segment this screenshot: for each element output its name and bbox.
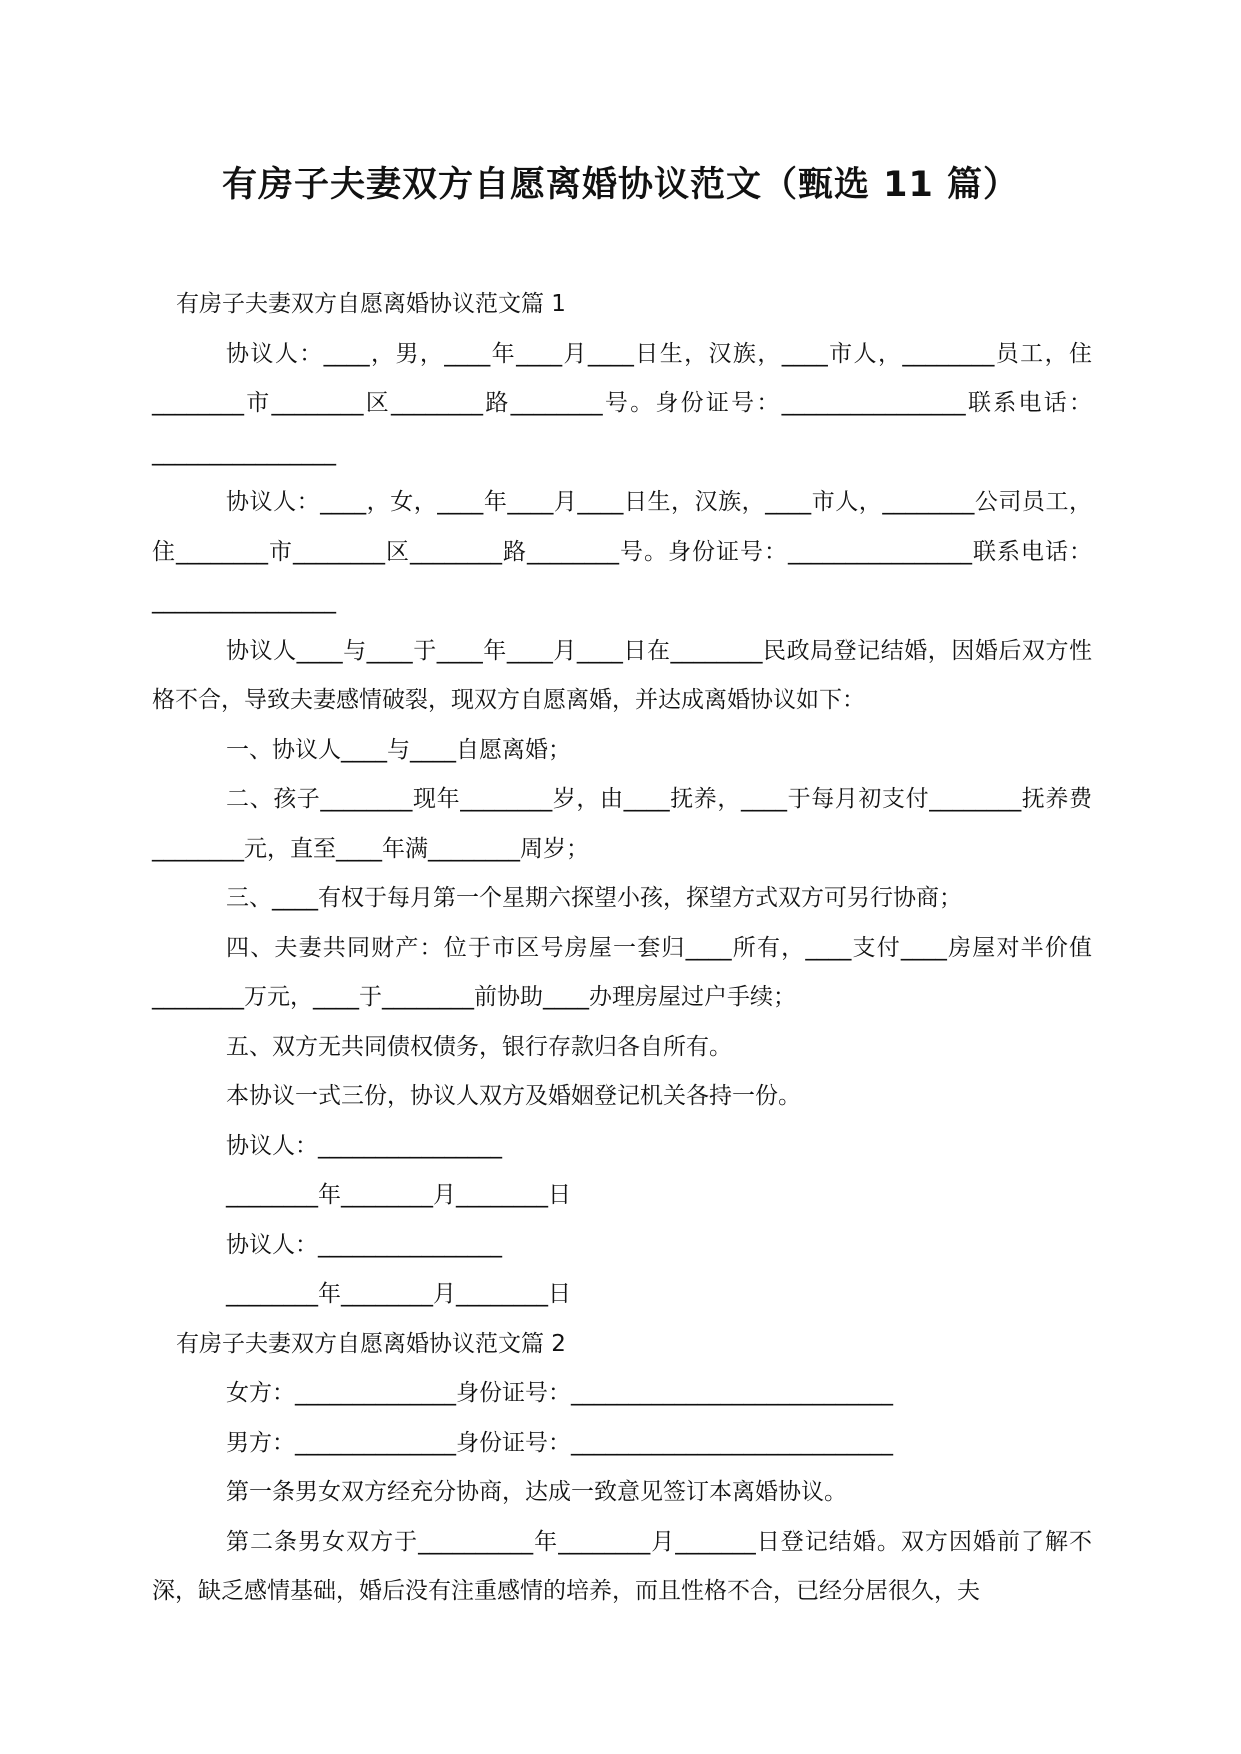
copies-paragraph: 本协议一式三份，协议人双方及婚姻登记机关各持一份。 xyxy=(226,1083,801,1109)
party-woman-paragraph: 协议人：____，女，____年____月____日生，汉族，____市人，________公司员工，住________市________区________路________号。身份证号：________________联系电话：________________ xyxy=(152,489,1092,614)
clause-5: 五、双方无共同债权债务，银行存款归各自所有。 xyxy=(226,1033,732,1060)
date-line-2: ________年________月________日 xyxy=(226,1281,571,1307)
document-body xyxy=(152,280,1092,1617)
signature-line-2: 协议人：________________ xyxy=(226,1231,502,1258)
signature-line-1: 协议人：________________ xyxy=(226,1132,502,1159)
female-party-line: 女方：______________身份证号：____________________________ xyxy=(226,1380,893,1406)
clause-3: 三、____有权于每月第一个星期六探望小孩，探望方式双方可另行协商； xyxy=(226,885,962,911)
section-heading-1: 有房子夫妻双方自愿离婚协议范文篇 1 xyxy=(176,291,566,317)
article-1: 第一条男女双方经充分协商，达成一致意见签订本离婚协议。 xyxy=(226,1479,847,1505)
document-title: 有房子夫妻双方自愿离婚协议范文（甄选 11 篇） xyxy=(221,165,1020,205)
clause-2: 二、孩子________现年________岁，由____抚养，____于每月初支付________抚养费________元，直至____年满________周岁； xyxy=(152,786,1092,862)
clause-4: 四、夫妻共同财产：位于市区号房屋一套归____所有，____支付____房屋对半价值________万元，____于________前协助____办理房屋过户手续； xyxy=(152,934,1092,1010)
section-heading-2: 有房子夫妻双方自愿离婚协议范文篇 2 xyxy=(176,1330,566,1357)
date-line-1: ________年________月________日 xyxy=(226,1182,571,1208)
clause-1: 一、协议人____与____自愿离婚； xyxy=(226,736,571,763)
article-2: 第二条男女双方于__________年________月_______日登记结婚。双方因婚前了解不深，缺乏感情基础，婚后没有注重感情的培养，而且性格不合，已经分居很久，夫 xyxy=(152,1528,1092,1604)
party-man-paragraph: 协议人：____，男，____年____月____日生，汉族，____市人，________员工，住________市________区________路________号。身份证号：________________联系电话：________________ xyxy=(152,340,1092,466)
marriage-paragraph: 协议人____与____于____年____月____日在________民政局登记结婚，因婚后双方性格不合，导致夫妻感情破裂，现双方自愿离婚，并达成离婚协议如下： xyxy=(152,637,1092,713)
male-party-line: 男方：______________身份证号：____________________________ xyxy=(226,1429,893,1456)
